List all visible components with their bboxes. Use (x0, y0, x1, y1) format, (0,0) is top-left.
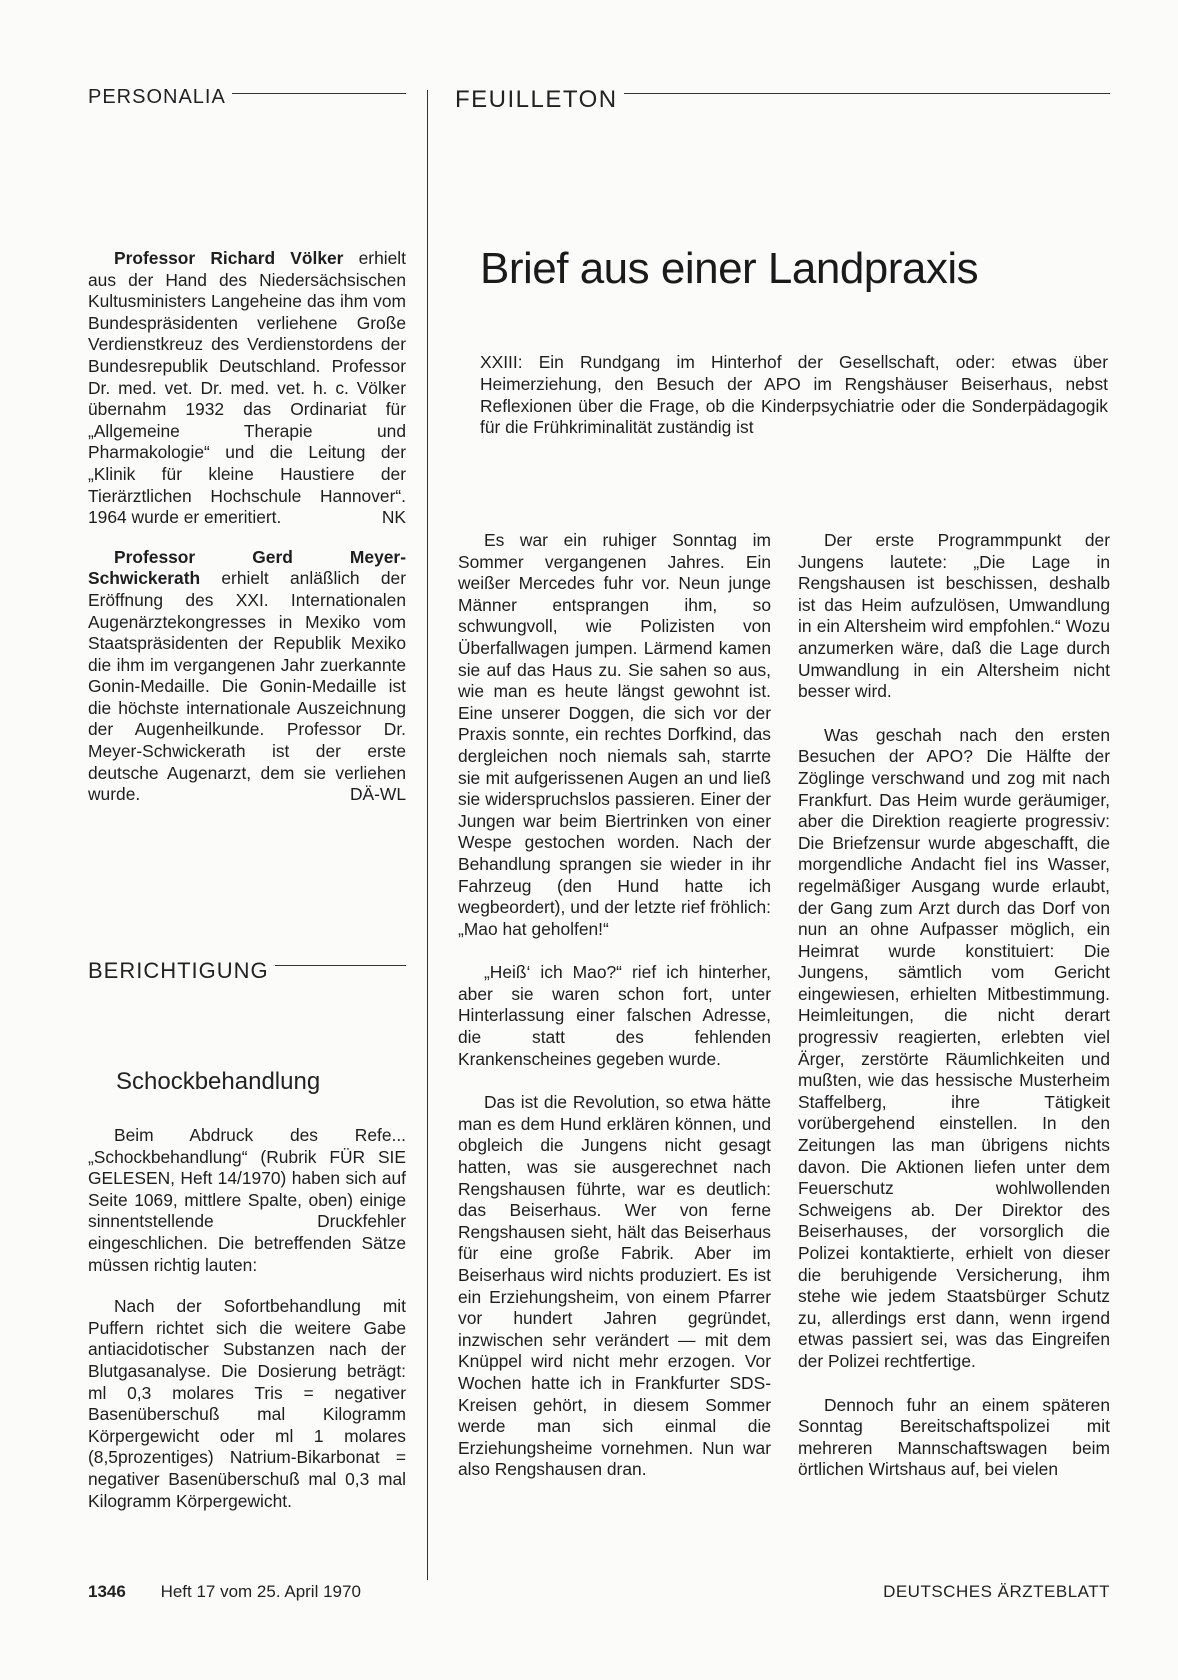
section-header-feuilleton (455, 86, 1110, 114)
section-header-personalia (88, 86, 406, 109)
section-header-berichtigung (88, 958, 406, 984)
journal-name: DEUTSCHES ÄRZTEBLATT (883, 1582, 1110, 1601)
paragraph: Beim Abdruck des Refe... „Schockbehandlung“ (Rubrik FÜR SIE GELESEN, Heft 14/1970) haben sich auf Seite 1069, mittlere Spalte, oben) einige sinnentstellende Druckfehler eingeschlichen. Die betreffenden Sätze müssen richtig lauten: (88, 1125, 406, 1275)
page-number: 1346 (88, 1582, 126, 1601)
paragraph: Der erste Programmpunkt der Jungens lautete: „Die Lage in Rengshausen ist beschissen, deshalb ist das Heim aufzulösen, Umwandlung in ein Altersheim wird empfohlen.“ Wozu anzumerken wäre, daß die Lage durch Umwandlung in ein Altersheim nicht besser wird. (798, 530, 1110, 702)
paragraph: Was geschah nach den ersten Besuchen der APO? Die Hälfte der Zöglinge verschwand und zog mit nach Frankfurt. Das Heim wurde geräumiger, aber die Direktion reagierte progressiv: Die Briefzensur wurde abgeschafft, die morgendliche Andacht fiel ins Wasser, regelmäßiger Ausgang wurde erlaubt, der Gang zum Arzt durch das Dorf von nun an ohne Aufpasser möglich, ein Heimrat wurde konstituiert: Die Jungens, sämtlich vom Gericht eingewiesen, erhielten Mitbestimmung. Heimleitungen, die nicht derart progressiv reagierten, erlebten viel Ärger, zerstörte Räumlichkeiten und mußten, wie das hessische Musterheim Staffelberg, ihre Tätigkeit vorübergehend einstellen. In den Zeitungen las man übrigens nichts davon. Die Aktionen liefen unter dem Feuerschutz wohlwollenden Schweigens ab. Der Direktor des Beiserhauses, der vorsorglich die Polizei kontaktierte, erhielt von dieser die beruhigende Versicherung, ihm stehe wie jedem Staatsbürger Schutz zu, allerdings erst dann, wenn irgend etwas passiert sei, was das Eingreifen der Polizei rechtfertige. (798, 724, 1110, 1371)
issue-info: Heft 17 vom 25. April 1970 (160, 1582, 361, 1601)
paragraph: Dennoch fuhr an einem späteren Sonntag Bereitschaftspolizei mit mehreren Mannschaftswagen beim örtlichen Wirtshaus auf, bei vielen (798, 1394, 1110, 1480)
person-name: Professor Gerd Meyer-Schwickerath (88, 546, 406, 589)
article-subtitle: XXIII: Ein Rundgang im Hinterhof der Gesellschaft, oder: etwas über Heimerziehung, den Besuch der APO im Rengshäuser Beiserhaus, nebst Reflexionen über die Frage, ob die Kinderpsychiatrie oder die Sonderpädagogik für die Frühkriminalität zuständig ist (480, 352, 1108, 438)
subhead-schockbehandlung: Schockbehandlung (116, 1068, 321, 1095)
personalia-entry (88, 248, 406, 529)
section-rule (275, 965, 406, 966)
paragraph: Das ist die Revolution, so etwa hätte man es dem Hund erklären können, und obgleich die Jungens nicht gesagt hatten, was sie ausgerechnet nach Rengshausen führte, war es deutlich: das Beiserhaus. Wer von ferne Rengshausen sieht, hält das Beiserhaus für eine große Fabrik. Aber im Beiserhaus wird nichts produziert. Es ist ein Erziehungsheim, von einem Pfarrer vor hundert Jahren gegründet, inzwischen sehr verändert — mit dem Knüppel wird nicht mehr erzogen. Vor Wochen hatte ich in Frankfurter SDS-Kreisen gehört, in diesem Sommer werde man sich einmal die Erziehungsheime vornehmen. Nun war also Rengshausen dran. (458, 1092, 771, 1480)
section-label: PERSONALIA (88, 86, 226, 108)
section-label: FEUILLETON (455, 86, 618, 113)
berichtigung-body (88, 1125, 406, 1512)
paragraph: Nach der Sofortbehandlung mit Puffern richtet sich die weitere Gabe antiacidotischer Substanzen nach der Blutgasanalyse. Die Dosierung beträgt: ml 0,3 molares Tris = negativer Basenüberschuß mal Kilogramm Körpergewicht oder ml 1 molares (8,5prozentiges) Natrium-Bikarbonat = negativer Basenüberschuß mal 0,3 mal Kilogramm Körpergewicht. (88, 1296, 406, 1511)
column-divider (427, 90, 428, 1580)
entry-text: erhielt aus der Hand des Niedersächsischen Kultusministers Langeheine das ihm vom Bundespräsidenten verliehene Große Verdienstkreuz des Verdienstordens der Bundesrepublik Deutschland. Professor Dr. med. vet. Dr. med. vet. h. c. Völker übernahm 1932 das Ordinariat für „Allgemeine Therapie und Pharmakologie“ und die Leitung der „Klinik für kleine Haustiere der Tierärztlichen Hochschule Hannover“. 1964 wurde er emeritiert. (88, 248, 406, 528)
paragraph: „Heiß‘ ich Mao?“ rief ich hinterher, aber sie waren schon fort, unter Hinterlassung einer falschen Adresse, die statt des fehlenden Krankenscheines gegeben wurde. (458, 962, 771, 1069)
entry-text: erhielt anläßlich der Eröffnung des XXI. Internationalen Augenärztekongresses in Mexiko vom Staatspräsidenten der Republik Mexiko die ihm im vergangenen Jahr zuerkannte Gonin-Medaille. Die Gonin-Medaille ist die höchste internationale Auszeichnung der Augenheilkunde. Professor Dr. Meyer-Schwickerath ist der erste deutsche Augenarzt, dem sie verliehen wurde. (88, 568, 406, 805)
person-name: Professor Richard Völker (114, 248, 344, 268)
article-column-1 (458, 530, 771, 1481)
paragraph: Es war ein ruhiger Sonntag im Sommer vergangenen Jahres. Ein weißer Mercedes fuhr vor. Neun junge Männer entsprangen ihm, so schwungvoll, wie Polizisten von Überfallwagen jumpen. Lärmend kamen sie auf das Haus zu. Sie sahen so aus, wie man es heute längst gewohnt ist. Eine unserer Doggen, die sich vor der Praxis sonnte, ein rechtes Dorfkind, das dergleichen noch niemals sah, starrte sie mit aufgerissenen Augen an und ließ sie widerspruchslos passieren. Einer der Jungen war beim Biertrinken von einer Wespe gestochen worden. Nach der Behandlung sprangen sie wieder in ihr Fahrzeug (den Hund hatte ich wegbeordert), und der letzte rief fröhlich: „Mao hat geholfen!“ (458, 530, 771, 939)
article-title: Brief aus einer Landpraxis (480, 244, 979, 293)
article-column-2 (798, 530, 1110, 1481)
section-rule (232, 93, 406, 94)
personalia-column (88, 248, 406, 806)
author-signature: DÄ-WL (349, 784, 406, 805)
personalia-entry (88, 547, 406, 806)
section-rule (624, 93, 1110, 94)
page-footer (88, 1582, 361, 1602)
author-signature: NK (381, 507, 406, 528)
section-label: BERICHTIGUNG (88, 958, 269, 983)
